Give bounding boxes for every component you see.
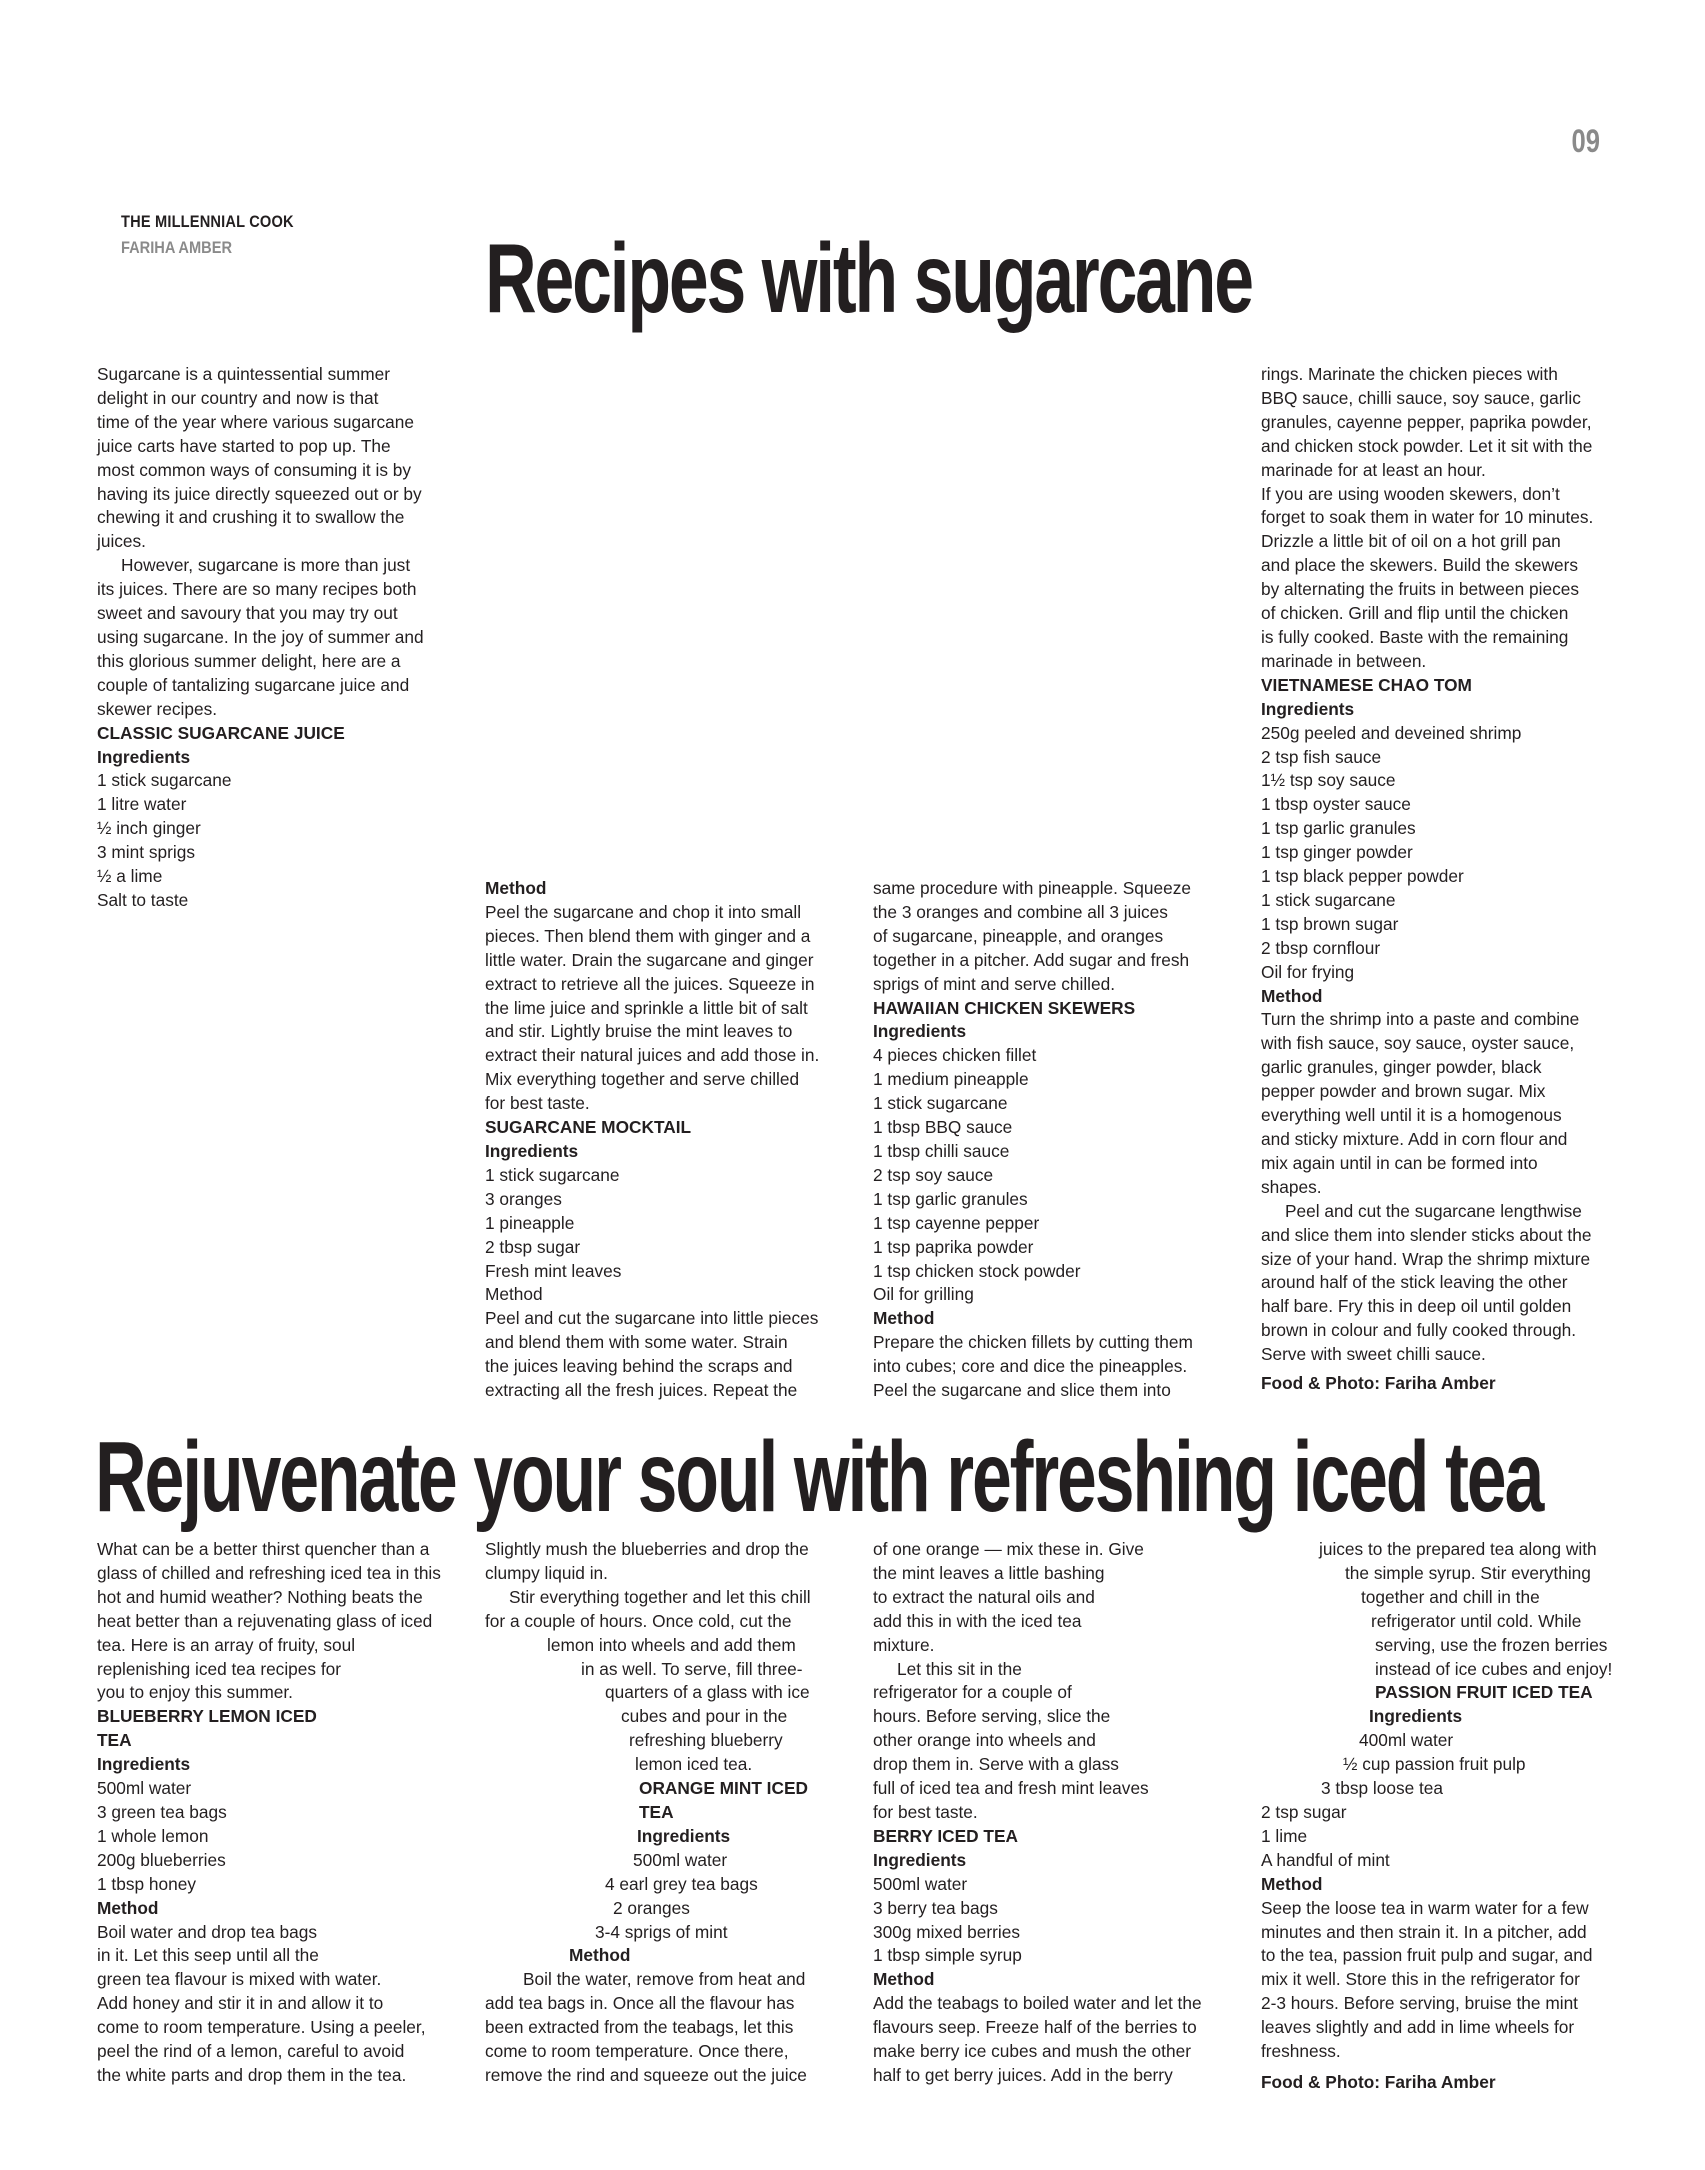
text-line: Serve with sweet chilli sauce. — [1261, 1344, 1486, 1365]
text-line: add this in with the iced tea — [873, 1610, 1082, 1631]
text-line: 2 tbsp cornflour — [1261, 937, 1381, 958]
text-line: marinade in between. — [1261, 650, 1427, 671]
text-line: juices to the prepared tea along with — [1319, 1539, 1597, 1559]
recipe-title: BLUEBERRY LEMON ICED — [97, 1706, 317, 1727]
text-line: everything well until it is a homogenous — [1261, 1105, 1562, 1126]
text-line: serving, use the frozen berries — [1375, 1634, 1608, 1655]
text-line: Turn the shrimp into a paste and combine — [1261, 1009, 1580, 1030]
text-line: the lime juice and sprinkle a little bit of salt — [485, 997, 808, 1018]
text-line: 3 berry tea bags — [873, 1897, 998, 1918]
text-line: 2 tsp fish sauce — [1261, 746, 1382, 767]
text-line: glass of chilled and refreshing iced tea in this — [97, 1562, 441, 1583]
text-line: half bare. Fry this in deep oil until golden — [1261, 1296, 1572, 1317]
article1-column-2 — [485, 877, 819, 1403]
text-line: granules, cayenne pepper, paprika powder, — [1261, 411, 1592, 432]
column-label: THE MILLENNIAL COOK — [121, 212, 294, 231]
text-line: sprigs of mint and serve chilled. — [873, 973, 1116, 994]
text-line: 1 tbsp chilli sauce — [873, 1140, 1010, 1161]
recipe-title: ORANGE MINT ICED — [639, 1778, 808, 1799]
text-line: BBQ sauce, chilli sauce, soy sauce, garlic — [1261, 387, 1581, 408]
text-line: 2 tsp soy sauce — [873, 1164, 994, 1185]
text-line: into cubes; core and dice the pineapples. — [873, 1356, 1188, 1377]
text-line: with fish sauce, soy sauce, oyster sauce, — [1261, 1033, 1575, 1054]
text-line: replenishing iced tea recipes for — [97, 1658, 341, 1679]
recipe-title: TEA — [639, 1801, 674, 1822]
text-line: drop them in. Serve with a glass — [873, 1754, 1119, 1775]
text-line: and chicken stock powder. Let it sit with the — [1261, 435, 1593, 456]
text-line: cubes and pour in the — [621, 1706, 788, 1727]
text-line: ½ a lime — [97, 866, 163, 887]
text-line: 3 mint sprigs — [97, 842, 195, 863]
text-line: instead of ice cubes and enjoy! — [1375, 1658, 1613, 1679]
text-line: 1 stick sugarcane — [97, 770, 232, 791]
method-heading: Method — [485, 878, 547, 898]
text-line: in it. Let this seep until all the — [97, 1945, 319, 1966]
text-line: been extracted from the teabags, let this — [485, 2017, 794, 2038]
text-line: by alternating the fruits in between pieces — [1261, 579, 1579, 600]
text-line: clumpy liquid in. — [485, 1562, 608, 1583]
text-line: hot and humid weather? Nothing beats the — [97, 1586, 423, 1607]
text-line: chewing it and crushing it to swallow the — [97, 507, 405, 528]
article2-column-3 — [873, 1538, 1202, 2088]
text-line: refreshing blueberry — [629, 1730, 783, 1751]
text-line: the mint leaves a little bashing — [873, 1562, 1105, 1583]
method-heading: Method — [1261, 985, 1323, 1006]
text-line: the simple syrup. Stir everything — [1345, 1562, 1591, 1583]
method-heading: Method — [569, 1945, 631, 1966]
text-line: and sticky mixture. Add in corn flour and — [1261, 1129, 1568, 1149]
text-line: 400ml water — [1359, 1730, 1454, 1751]
text-line: Add honey and stir it in and allow it to — [97, 1993, 384, 2014]
ingredients-heading: Ingredients — [1261, 698, 1355, 719]
text-line: delight in our country and now is that — [97, 387, 379, 408]
text-line: forget to soak them in water for 10 minutes. — [1261, 507, 1594, 528]
text-line: come to room temperature. Once there, — [485, 2041, 789, 2062]
ingredients-heading: Ingredients — [97, 746, 191, 767]
ingredients-heading: Ingredients — [873, 1849, 967, 1870]
text-line: Slightly mush the blueberries and drop the — [485, 1539, 809, 1559]
text-line: sweet and savoury that you may try out — [97, 603, 398, 624]
ingredients-heading: Ingredients — [873, 1021, 967, 1042]
text-line: 300g mixed berries — [873, 1921, 1020, 1942]
text-line: 4 pieces chicken fillet — [873, 1045, 1037, 1066]
text-line: 1 stick sugarcane — [485, 1164, 620, 1185]
text-line: 1 tsp garlic granules — [873, 1188, 1028, 1209]
photo-credit: Food & Photo: Fariha Amber — [1261, 1373, 1496, 1393]
text-line: garlic granules, ginger powder, black — [1261, 1057, 1542, 1078]
text-line: 1 litre water — [97, 794, 187, 815]
text-line: shapes. — [1261, 1176, 1322, 1197]
text-line: its juices. There are so many recipes both — [97, 579, 417, 600]
text-line: peel the rind of a lemon, careful to avoid — [97, 2041, 405, 2062]
text-line: Add the teabags to boiled water and let the — [873, 1993, 1202, 2014]
recipe-title: VIETNAMESE CHAO TOM — [1261, 674, 1472, 695]
text-line: for a couple of hours. Once cold, cut the — [485, 1610, 792, 1631]
byline: FARIHA AMBER — [121, 238, 233, 257]
text-line: Method — [485, 1284, 543, 1305]
text-line: Peel and cut the sugarcane into little pieces — [485, 1308, 819, 1329]
text-line: for best taste. — [485, 1093, 590, 1114]
text-line: Boil the water, remove from heat and — [523, 1969, 806, 1990]
text-line: tea. Here is an array of fruity, soul — [97, 1634, 356, 1655]
text-line: Prepare the chicken fillets by cutting them — [873, 1332, 1193, 1353]
article2-column-1 — [97, 1538, 441, 2088]
text-line: in as well. To serve, fill three- — [581, 1658, 803, 1679]
text-line: Peel the sugarcane and chop it into small — [485, 901, 802, 922]
recipe-title: PASSION FRUIT ICED TEA — [1375, 1682, 1593, 1703]
text-line: 1 tbsp oyster sauce — [1261, 794, 1411, 815]
text-line: hours. Before serving, slice the — [873, 1706, 1111, 1727]
text-line: lemon into wheels and add them — [547, 1634, 796, 1655]
text-line: 3-4 sprigs of mint — [595, 1921, 728, 1942]
text-line: time of the year where various sugarcane — [97, 411, 414, 432]
text-line: brown in colour and fully cooked through. — [1261, 1320, 1577, 1341]
text-line: of chicken. Grill and flip until the chicken — [1261, 603, 1569, 624]
ingredients-heading: Ingredients — [1369, 1706, 1463, 1727]
text-line: 1 tbsp honey — [97, 1873, 196, 1894]
text-line: Mix everything together and serve chilled — [485, 1069, 800, 1090]
recipe-title: SUGARCANE MOCKTAIL — [485, 1117, 692, 1138]
text-line: to the tea, passion fruit pulp and sugar, and — [1261, 1945, 1593, 1966]
text-line: 1 whole lemon — [97, 1825, 209, 1846]
text-line: pieces. Then blend them with ginger and a — [485, 925, 811, 946]
text-line: 500ml water — [97, 1778, 192, 1799]
text-line: 1 tbsp simple syrup — [873, 1945, 1022, 1966]
text-line: Oil for frying — [1261, 961, 1355, 982]
recipe-title: BERRY ICED TEA — [873, 1825, 1018, 1846]
text-line: Let this sit in the — [897, 1658, 1022, 1679]
text-line: marinade for at least an hour. — [1261, 459, 1486, 480]
method-heading: Method — [97, 1897, 159, 1918]
text-line: and place the skewers. Build the skewers — [1261, 555, 1578, 576]
text-line: juice carts have started to pop up. The — [97, 435, 391, 456]
text-line: extracting all the fresh juices. Repeat the — [485, 1380, 798, 1401]
text-line: you to enjoy this summer. — [97, 1682, 293, 1703]
text-line: 1 lime — [1261, 1825, 1308, 1846]
text-line: juices. — [97, 531, 146, 552]
article2-column-4 — [1261, 1538, 1612, 2064]
text-line: A handful of mint — [1261, 1849, 1390, 1870]
article-headline-iced-tea: Rejuvenate your soul with refreshing iced tea — [95, 1421, 1543, 1533]
text-line: Oil for grilling — [873, 1284, 974, 1305]
ingredients-heading: Ingredients — [637, 1825, 731, 1846]
text-line: using sugarcane. In the joy of summer and — [97, 626, 424, 647]
article1-column-1 — [97, 363, 424, 913]
text-line: ½ inch ginger — [97, 818, 201, 839]
text-line: Seep the loose tea in warm water for a few — [1261, 1897, 1589, 1918]
text-line: of one orange — mix these in. Give — [873, 1539, 1144, 1559]
text-line: Sugarcane is a quintessential summer — [97, 364, 390, 384]
text-line: come to room temperature. Using a peeler, — [97, 2017, 426, 2038]
method-heading: Method — [873, 1969, 935, 1990]
article1-column-3 — [873, 877, 1193, 1403]
text-line: 1 tsp ginger powder — [1261, 842, 1413, 863]
text-line: minutes and then strain it. In a pitcher, add — [1261, 1921, 1587, 1942]
text-line: mix it well. Store this in the refrigerator for — [1261, 1969, 1580, 1990]
text-line: skewer recipes. — [97, 698, 218, 719]
text-line: heat better than a rejuvenating glass of iced — [97, 1610, 433, 1631]
article2-column-2 — [485, 1538, 811, 2088]
recipe-title: HAWAIIAN CHICKEN SKEWERS — [873, 997, 1136, 1018]
text-line: half to get berry juices. Add in the berry — [873, 2064, 1173, 2085]
text-line: full of iced tea and fresh mint leaves — [873, 1778, 1149, 1799]
text-line: flavours seep. Freeze half of the berries to — [873, 2017, 1197, 2038]
recipe-title: TEA — [97, 1730, 132, 1751]
text-line: 2 tsp sugar — [1261, 1801, 1347, 1822]
text-line: together in a pitcher. Add sugar and fresh — [873, 949, 1190, 970]
text-line: extract to retrieve all the juices. Squeeze in — [485, 973, 815, 994]
article-headline-sugarcane: Recipes with sugarcane — [485, 223, 1252, 333]
text-line: 2 tbsp sugar — [485, 1236, 581, 1257]
text-line: 250g peeled and deveined shrimp — [1261, 722, 1522, 743]
text-line: and slice them into slender sticks about the — [1261, 1224, 1592, 1245]
text-line: for best taste. — [873, 1801, 978, 1822]
text-line: size of your hand. Wrap the shrimp mixture — [1261, 1248, 1591, 1269]
text-line: other orange into wheels and — [873, 1730, 1096, 1751]
recipe-title: CLASSIC SUGARCANE JUICE — [97, 722, 345, 743]
text-line: mix again until in can be formed into — [1261, 1152, 1538, 1173]
text-line: 1 tsp chicken stock powder — [873, 1260, 1081, 1281]
text-line: add tea bags in. Once all the flavour has — [485, 1993, 795, 2014]
text-line: mixture. — [873, 1634, 935, 1655]
text-line: to extract the natural oils and — [873, 1586, 1095, 1607]
text-line: same procedure with pineapple. Squeeze — [873, 878, 1191, 898]
text-line: Salt to taste — [97, 889, 189, 910]
text-line: little water. Drain the sugarcane and ginger — [485, 949, 814, 970]
text-line: 1 medium pineapple — [873, 1069, 1029, 1090]
text-line: refrigerator for a couple of — [873, 1682, 1072, 1703]
page-number: 09 — [1571, 123, 1600, 159]
text-line: together and chill in the — [1361, 1586, 1540, 1607]
text-line: leaves slightly and add in lime wheels for — [1261, 2017, 1575, 2038]
text-line: refrigerator until cold. While — [1371, 1610, 1582, 1631]
text-line: around half of the stick leaving the other — [1261, 1272, 1568, 1293]
method-heading: Method — [1261, 1873, 1323, 1894]
text-line: Boil water and drop tea bags — [97, 1921, 317, 1942]
text-line: If you are using wooden skewers, don’t — [1261, 483, 1560, 504]
text-line: ½ cup passion fruit pulp — [1343, 1754, 1526, 1775]
text-line: quarters of a glass with ice — [605, 1682, 810, 1703]
text-line: lemon iced tea. — [635, 1754, 753, 1775]
text-line: 1 tsp black pepper powder — [1261, 866, 1464, 887]
text-line: 1 tbsp BBQ sauce — [873, 1117, 1013, 1138]
text-line: 1 pineapple — [485, 1212, 575, 1233]
text-line: remove the rind and squeeze out the juice — [485, 2064, 807, 2085]
text-line: 1 tsp garlic granules — [1261, 818, 1416, 839]
text-line: and blend them with some water. Strain — [485, 1332, 788, 1353]
text-line: make berry ice cubes and mush the other — [873, 2041, 1191, 2062]
text-line: 3 green tea bags — [97, 1801, 227, 1822]
text-line: 500ml water — [633, 1849, 728, 1870]
text-line: Peel and cut the sugarcane lengthwise — [1285, 1200, 1582, 1221]
article1-column-4 — [1261, 363, 1593, 1367]
text-line: of sugarcane, pineapple, and oranges — [873, 925, 1164, 946]
text-line: 3 oranges — [485, 1188, 562, 1209]
text-line: However, sugarcane is more than just — [121, 555, 411, 576]
text-line: this glorious summer delight, here are a — [97, 650, 401, 671]
text-line: 1 stick sugarcane — [873, 1093, 1008, 1114]
text-line: is fully cooked. Baste with the remaining — [1261, 626, 1569, 647]
text-line: the 3 oranges and combine all 3 juices — [873, 901, 1168, 922]
photo-credit: Food & Photo: Fariha Amber — [1261, 2072, 1496, 2092]
text-line: 1½ tsp soy sauce — [1261, 770, 1396, 791]
text-line: freshness. — [1261, 2041, 1341, 2062]
ingredients-heading: Ingredients — [97, 1754, 191, 1775]
text-line: and stir. Lightly bruise the mint leaves to — [485, 1021, 793, 1042]
text-line: Fresh mint leaves — [485, 1260, 622, 1281]
text-line: 1 tsp paprika powder — [873, 1236, 1034, 1257]
text-line: 1 stick sugarcane — [1261, 889, 1396, 910]
text-line: the juices leaving behind the scraps and — [485, 1356, 793, 1377]
method-heading: Method — [873, 1308, 935, 1329]
ingredients-heading: Ingredients — [485, 1140, 579, 1161]
text-line: 2 oranges — [613, 1897, 690, 1918]
text-line: most common ways of consuming it is by — [97, 459, 412, 480]
text-line: having its juice directly squeezed out or by — [97, 483, 422, 504]
text-line: 4 earl grey tea bags — [605, 1873, 758, 1894]
text-line: rings. Marinate the chicken pieces with — [1261, 364, 1558, 384]
text-line: Stir everything together and let this chill — [509, 1586, 811, 1607]
text-line: 1 tsp brown sugar — [1261, 913, 1399, 934]
text-line: 500ml water — [873, 1873, 968, 1894]
text-line: What can be a better thirst quencher than a — [97, 1539, 430, 1559]
text-line: extract their natural juices and add those in. — [485, 1045, 820, 1066]
text-line: 200g blueberries — [97, 1849, 226, 1870]
text-line: pepper powder and brown sugar. Mix — [1261, 1081, 1546, 1102]
text-line: 2-3 hours. Before serving, bruise the mint — [1261, 1993, 1578, 2014]
text-line: green tea flavour is mixed with water. — [97, 1969, 382, 1990]
text-line: Peel the sugarcane and slice them into — [873, 1380, 1171, 1401]
text-line: 3 tbsp loose tea — [1321, 1778, 1444, 1799]
text-line: Drizzle a little bit of oil on a hot grill pan — [1261, 531, 1561, 552]
text-line: the white parts and drop them in the tea. — [97, 2064, 407, 2085]
text-line: 1 tsp cayenne pepper — [873, 1212, 1040, 1233]
text-line: couple of tantalizing sugarcane juice and — [97, 674, 410, 695]
